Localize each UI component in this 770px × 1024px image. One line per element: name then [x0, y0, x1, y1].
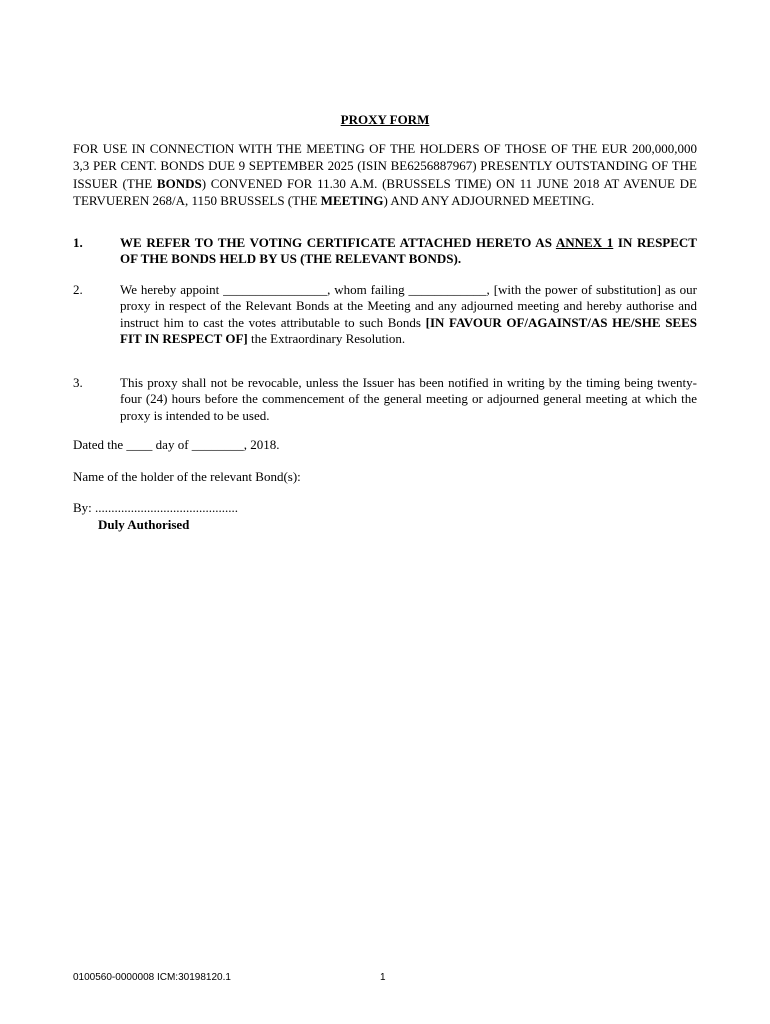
paragraph-body: This proxy shall not be revocable, unless the Issuer has been notified in writing by the timing being twenty-four (24) hours before the commencement of the general meeting or adjourned general meeting at which the proxy is intended to be used. — [120, 375, 697, 423]
paragraph-2-text-before: We hereby appoint ________________, whom failing ____________, [with the power of substitution] as our proxy in respect of the Relevant Bonds at the Meeting and any adjourned meeting and hereby authorise and instruct him to cast the votes attributable to such Bonds — [120, 282, 697, 330]
page-title: PROXY FORM — [340, 112, 430, 127]
duly-authorised-label: Duly Authorised — [98, 516, 190, 532]
by-line: By: ............................................ — [73, 500, 239, 515]
paragraph-2 — [73, 282, 697, 348]
signature-block — [73, 500, 238, 533]
paragraph-3 — [73, 375, 697, 424]
paragraph-2-text-after: the Extraordinary Resolution. — [247, 331, 406, 347]
intro-part-1: FOR USE IN CONNECTION WITH THE MEETING OF THE HOLDERS OF THOSE OF THE EUR 200,000,000 3,3 PER CENT. BONDS DUE 9 SEPTEMBER 2025 (ISIN BE6256887967) PRESENTLY OUTSTANDING OF THE ISSUER (THE — [73, 141, 697, 191]
paragraph-1 — [73, 235, 697, 268]
intro-part-2: ) CONVENED FOR 11.30 A.M. (BRUSSELS TIME) ON 11 JUNE 2018 AT AVENUE DE TERVUEREN 268/A, 1150 BRUSSELS (THE — [73, 175, 698, 208]
annex-reference: ANNEX 1 — [555, 235, 614, 250]
paragraph-number: 1. — [73, 235, 83, 250]
paragraph-1-text-before: WE REFER TO THE VOTING CERTIFICATE ATTACHED HERETO AS — [120, 235, 556, 250]
page-number: 1 — [380, 972, 386, 983]
paragraph-number: 2. — [73, 282, 83, 297]
bonds-term: BONDS — [156, 175, 202, 191]
paragraph-number: 3. — [73, 375, 83, 390]
meeting-term: MEETING — [320, 192, 384, 208]
footer-reference: 0100560-0000008 ICM:30198120.1 — [73, 972, 231, 983]
voting-option: [IN FAVOUR OF/AGAINST/AS HE/SHE SEES FIT IN RESPECT OF] — [120, 314, 697, 347]
intro-part-3: ) AND ANY ADJOURNED MEETING. — [383, 192, 595, 208]
intro-paragraph — [73, 140, 697, 209]
dated-line: Dated the ____ day of ________, 2018. — [73, 437, 280, 452]
paragraph-body — [120, 235, 697, 268]
holder-name-line: Name of the holder of the relevant Bond(s): — [73, 469, 301, 484]
paragraph-1-text-after: IN RESPECT OF THE BONDS HELD BY US (THE RELEVANT BONDS). — [120, 235, 697, 267]
paragraph-body — [120, 282, 697, 348]
